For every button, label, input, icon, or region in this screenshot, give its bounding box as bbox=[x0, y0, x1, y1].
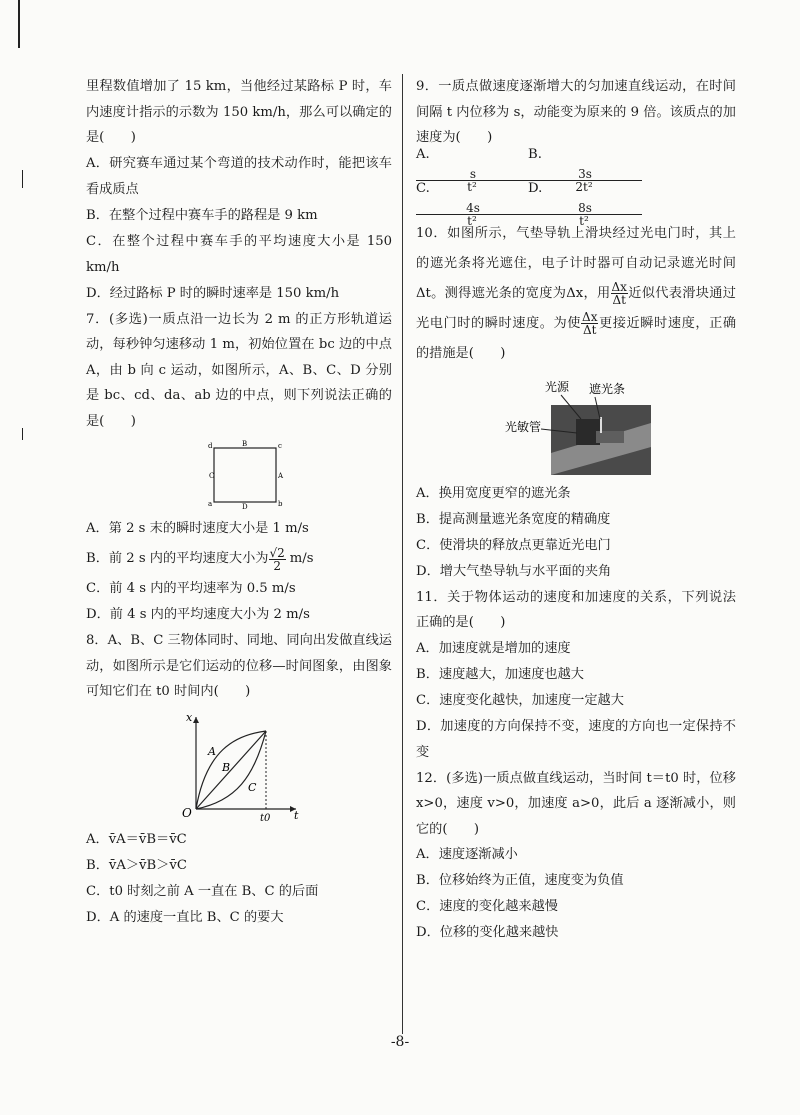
q9-option-c-den: t² bbox=[467, 213, 477, 228]
q9-option-c-num: 4s bbox=[416, 202, 530, 215]
q9-option-c-letter: C. bbox=[416, 180, 430, 196]
q11-option-d: D．加速度的方向保持不变，速度的方向也一定保持不变 bbox=[416, 718, 736, 760]
q10-option-a: A．换用宽度更窄的遮光条 bbox=[416, 485, 571, 501]
q7-stem: 7．(多选)一质点沿一边长为 2 m 的正方形轨道运动，每秒钟匀速移动 1 m，初始位置在 bc 边的中点 A，由 b 向 c 运动，如图所示，A、B、C、D 分别是 bc、cd、da、ab 边的中点，则下列说法正确的是( ) bbox=[86, 311, 392, 429]
q7-option-b bbox=[86, 542, 392, 576]
q8-xt-graph bbox=[86, 711, 392, 821]
t0-label: t0 bbox=[260, 812, 271, 821]
q9-option-d-den: t² bbox=[579, 213, 589, 228]
q11-option-b: B．速度越大，加速度也越大 bbox=[416, 666, 584, 682]
q10-stem-part-1: 10．如图所示，气垫导轨上滑块经过光电门时，其上的遮光条将光遮住，电子计时器可自动记录遮光时间Δt。测得遮光条的宽度为Δx，用 bbox=[416, 225, 736, 301]
line-b-label: B bbox=[222, 760, 231, 774]
corner-b-label: b bbox=[278, 500, 283, 508]
q10-stem-part-3: 更接近瞬时速度，正确的措施是( ) bbox=[416, 315, 737, 361]
q9-option-b-den: 2t² bbox=[575, 179, 593, 194]
q8-option-a: A．v̄A＝v̄B＝v̄C bbox=[86, 831, 187, 847]
page-number: -8- bbox=[390, 1034, 410, 1050]
q10-fraction-2 bbox=[581, 311, 598, 336]
shade-bar-label: 遮光条 bbox=[589, 381, 626, 396]
right-column bbox=[416, 74, 736, 946]
q12-option-d: D．位移的变化越来越快 bbox=[416, 925, 559, 940]
mid-d-label: D bbox=[242, 503, 248, 510]
q9-option-a-num: s bbox=[416, 168, 530, 181]
photo-tube-label: 光敏管 bbox=[505, 419, 542, 434]
q7-option-b-unit: m/s bbox=[289, 551, 314, 566]
curve-c-label: C bbox=[248, 780, 257, 794]
origin-label: O bbox=[182, 805, 192, 820]
q6-option-a: A．研究赛车通过某个弯道的技术动作时，能把该车看成质点 bbox=[86, 155, 392, 197]
corner-d-label: d bbox=[208, 442, 213, 450]
t-axis-label: t bbox=[294, 808, 299, 821]
q8-stem: 8．A、B、C 三物体同时、同地、同向出发做直线运动，如图所示是它们运动的位移—时间图象，由图象可知它们在 t0 时间内( ) bbox=[86, 633, 392, 699]
q6-option-d: D．经过路标 P 时的瞬时速率是 150 km/h bbox=[86, 285, 340, 301]
q10-stem-part-2: 近似代表滑块通过光电门时的瞬时速度。为使 bbox=[416, 285, 736, 331]
mid-a-label: A bbox=[278, 472, 284, 480]
q9-option-b-letter: B. bbox=[528, 146, 542, 162]
q11-option-a: A．加速度就是增加的速度 bbox=[416, 640, 571, 656]
left-column bbox=[86, 74, 392, 931]
q7-option-b-denominator: 2 bbox=[273, 558, 281, 573]
x-axis-arrow bbox=[193, 717, 199, 723]
q7-option-b-fraction bbox=[269, 547, 286, 572]
q6-option-c: C．在整个过程中赛车手的平均速度大小是 150 km/h bbox=[86, 233, 392, 275]
q12-option-a: A．速度逐渐减小 bbox=[416, 847, 518, 862]
q10-stem bbox=[416, 219, 736, 369]
q10-option-d: D．增大气垫导轨与水平面的夹角 bbox=[416, 563, 612, 579]
q10-air-track-photo bbox=[416, 375, 736, 475]
q11-option-c: C．速度变化越快，加速度一定越大 bbox=[416, 692, 624, 708]
light-source-label: 光源 bbox=[545, 379, 570, 394]
q6-option-b: B．在整个过程中赛车手的路程是 9 km bbox=[86, 207, 318, 223]
corner-c-label: c bbox=[278, 442, 282, 450]
q9-option-a-den: t² bbox=[467, 179, 477, 194]
q9-option-d-num: 8s bbox=[528, 202, 642, 215]
q7-option-b-numerator: √2 bbox=[269, 545, 285, 560]
q12-stem: 12．(多选)一质点做直线运动，当时间 t＝t0 时，位移 x>0，速度 v>0，加速度 a>0，此后 a 逐渐减小，则它的( ) bbox=[416, 770, 736, 837]
q7-option-a: A．第 2 s 末的瞬时速度大小是 1 m/s bbox=[86, 521, 309, 536]
q12-option-b: B．位移始终为正值，速度变为负值 bbox=[416, 873, 624, 888]
column-divider bbox=[402, 74, 403, 1034]
mid-c-label: C bbox=[209, 472, 215, 480]
q11-stem: 11．关于物体运动的速度和加速度的关系，下列说法正确的是( ) bbox=[416, 589, 736, 630]
q10-fraction-2-num: Δx bbox=[582, 309, 598, 324]
binding-mark-low bbox=[22, 428, 23, 440]
square-track bbox=[214, 448, 276, 502]
mid-b-label: B bbox=[242, 440, 248, 448]
q12-option-c: C．速度的变化越来越慢 bbox=[416, 899, 558, 914]
q7-square-figure bbox=[86, 440, 392, 510]
q8-option-b: B．v̄A＞v̄B＞v̄C bbox=[86, 857, 187, 873]
q10-option-b: B．提高测量遮光条宽度的精确度 bbox=[416, 511, 611, 527]
q6-stem-continued: 里程数值增加了 15 km，当他经过某路标 P 时，车内速度计指示的示数为 150 km/h，那么可以确定的是( ) bbox=[86, 79, 392, 145]
q8-option-d: D．A 的速度一直比 B、C 的要大 bbox=[86, 909, 284, 925]
q7-option-c: C．前 4 s 内的平均速率为 0.5 m/s bbox=[86, 581, 296, 596]
q9-options-row-2 bbox=[416, 180, 736, 228]
q10-fraction-2-den: Δt bbox=[583, 322, 597, 337]
q10-fraction-1-num: Δx bbox=[611, 279, 627, 294]
q7-option-b-text: B．前 2 s 内的平均速度大小为 bbox=[86, 551, 269, 566]
q9-option-a-letter: A. bbox=[416, 146, 430, 162]
q9-option-d-letter: D. bbox=[528, 180, 543, 196]
q8-option-c: C．t0 时刻之前 A 一直在 B、C 的后面 bbox=[86, 883, 319, 899]
curve-a-label: A bbox=[208, 744, 216, 758]
corner-a-label: a bbox=[208, 500, 213, 508]
q10-fraction-1 bbox=[611, 281, 628, 306]
q10-option-c: C．使滑块的释放点更靠近光电门 bbox=[416, 537, 611, 553]
q9-option-b-num: 3s bbox=[528, 168, 642, 181]
q7-option-d: D．前 4 s 内的平均速度大小为 2 m/s bbox=[86, 607, 310, 622]
q10-fraction-1-den: Δt bbox=[612, 292, 626, 307]
q9-stem: 9．一质点做速度逐渐增大的匀加速直线运动，在时间间隔 t 内位移为 s，动能变为原来的 9 倍。该质点的加速度为( ) bbox=[416, 79, 736, 145]
binding-mark-top bbox=[18, 0, 20, 48]
x-axis-label: x bbox=[186, 710, 193, 724]
binding-mark-mid bbox=[22, 170, 23, 188]
